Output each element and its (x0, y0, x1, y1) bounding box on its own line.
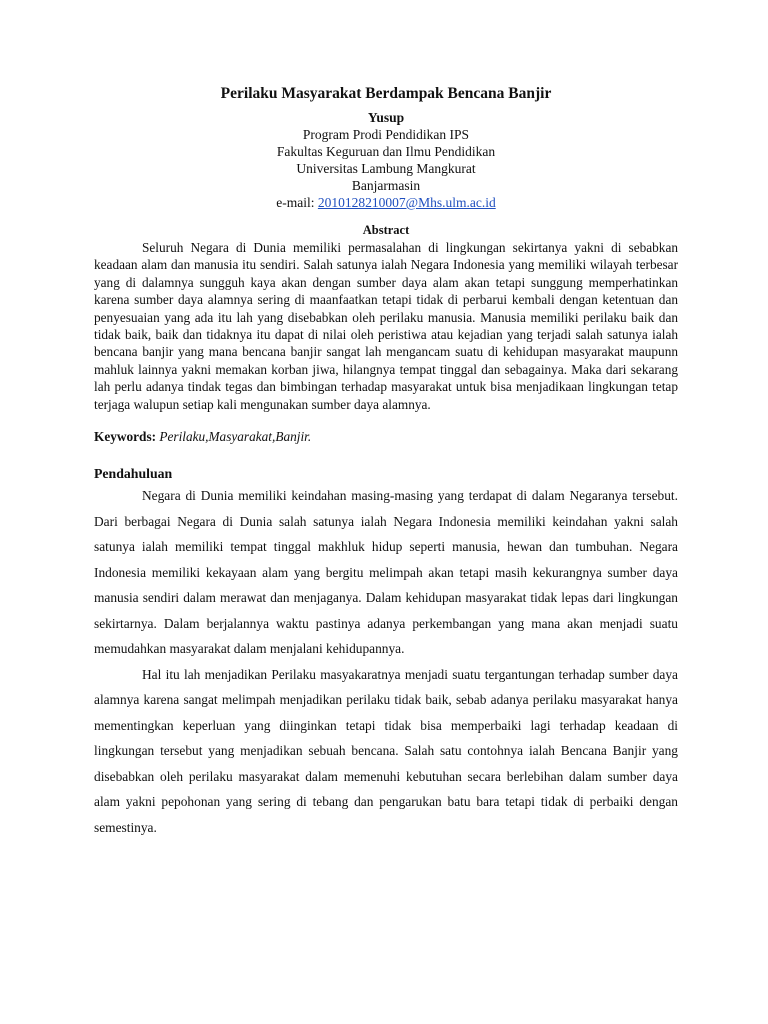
body-paragraph-1: Negara di Dunia memiliki keindahan masing-masing yang terdapat di dalam Negaranya tersebut. Dari berbagai Negara di Dunia salah satunya ialah Negara Indonesia memiliki keindahan yakni salah satunya ialah memiliki tempat tinggal makhluk hidup seperti manusia, hewan dan tumbuhan. Negara Indonesia memiliki kekayaan alam yang bergitu melimpah akan tetapi masih kekurangnya sumber daya manusia sendiri dalam merawat dan menjaganya. Dalam kehidupan masyarakat tidak lepas dari lingkungan sekirtarnya. Dalam berjalannya waktu pastinya adanya perkembangan yang mana akan menjadi suatu memudahkan masyarakat dalam menjalani kehidupannya. (94, 488, 678, 657)
keywords-label: Keywords: (94, 429, 157, 445)
keywords-text: Perilaku,Masyarakat,Banjir. (159, 429, 312, 445)
email-line (94, 194, 678, 211)
paper-title: Perilaku Masyarakat Berdampak Bencana Banjir (220, 85, 552, 102)
section-heading-pendahuluan: Pendahuluan (94, 466, 173, 482)
abstract-heading: Abstract (362, 223, 410, 237)
affiliation-city: Banjarmasin (351, 178, 421, 193)
body-paragraph-2: Hal itu lah menjadikan Perilaku masyakaratnya menjadi suatu tergantungan terhadap sumber daya alamnya karena sangat melimpah menjadikan perilaku tidak baik, sebab adanya perilaku masyarakat hanya mementingkan keperluan yang diinginkan tetapi tidak bisa memperbaiki lagi terhadap keadaan di lingkungan tersebut yang menjadikan sebuah bencana. Salah satu contohnya ialah Bencana Banjir yang disebabkan oleh perilaku masyarakat dalam memenuhi kebutuhan secara berlebihan dalam sumber daya alam yakni pepohonan yang sering di tebang dan pengarukan batu bara tetapi tidak di perbaiki dengan semestinya. (94, 666, 678, 835)
affiliation-faculty: Fakultas Keguruan dan Ilmu Pendidikan (276, 144, 496, 159)
author-name: Yusup (367, 110, 405, 125)
email-label: e-mail: (276, 195, 318, 210)
abstract-text: Seluruh Negara di Dunia memiliki permasalahan di lingkungan sekirtanya yakni di sebabkan keadaan alam dan manusia itu sendiri. Salah satunya ialah Negara Indonesia yang memiliki wilayah terbesar yang di dalamnya sungguh kaya akan dengan sumber daya alam akan tetapi sunggung memperhatinkan karena sumber daya alamnya sering di maanfaatkan tetapi tidak di perbarui kembali dengan ketentuan dan penyesuaian yang ada itu lah yang disebabkan oleh perilaku manusia. Manusia memiliki perilaku baik dan tidak baik, baik dan tidaknya itu dapat di nilai oleh peristiwa atau kejadian yang terjadi salah satunya ialah bencana banjir yang mana bencana banjir sangat lah mengancam suatu di kehidupan masyarakat maupunn mahluk lainnya yakni memakan korban jiwa, hilangnya tempat tinggal dan sebagainya. Maka dari sekarang lah perlu adanya tindak tegas dan bimbingan terhadap masyarakat untuk bisa menjadikaan lingkungan tetap terjaga walupun setiap kali mengunakan sumber daya alamnya. (94, 240, 678, 412)
keywords-line (94, 428, 678, 445)
email-link[interactable]: 2010128210007@Mhs.ulm.ac.id (317, 195, 496, 210)
paper-page (94, 84, 678, 840)
affiliation-program: Program Prodi Pendidikan IPS (302, 127, 470, 142)
affiliation-university: Universitas Lambung Mangkurat (296, 161, 476, 176)
